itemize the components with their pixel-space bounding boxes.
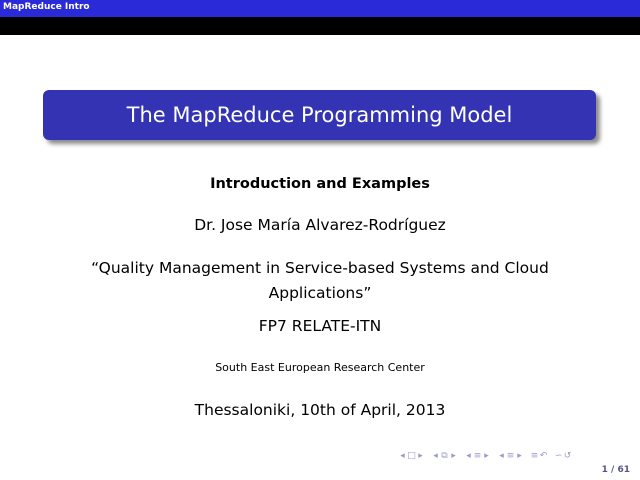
nav-prev-frame-icon[interactable]: □: [407, 451, 416, 461]
nav-doc-icon: ⧉: [441, 451, 448, 461]
nav-appendix-icon[interactable]: ≡: [530, 451, 539, 461]
nav-next-frame-icon[interactable]: ▸: [418, 451, 423, 461]
event-quote-line-2: Applications”: [268, 284, 372, 302]
slide-title: The MapReduce Programming Model: [126, 103, 513, 127]
event-quote: [0, 256, 640, 306]
nav-prev-section-icon[interactable]: ◂: [433, 451, 438, 461]
nav-prev-subsection-icon[interactable]: ◂: [466, 451, 471, 461]
section-title[interactable]: MapReduce Intro: [3, 2, 90, 12]
nav-first-icon[interactable]: ◂: [400, 451, 405, 461]
date-location: Thessaloniki, 10th of April, 2013: [194, 401, 446, 419]
nav-part-icon: ≡: [506, 451, 515, 461]
event-quote-line-1: “Quality Management in Service-based Systems and Cloud: [91, 259, 549, 277]
nav-next-section-icon[interactable]: ▸: [451, 451, 456, 461]
nav-next-subsection-icon[interactable]: ▸: [484, 451, 489, 461]
header-subbar: [0, 17, 640, 35]
page-indicator: 1 / 61: [601, 465, 630, 475]
nav-sub-icon: ≡: [473, 451, 482, 461]
beamer-navigation: [398, 450, 638, 462]
project-name: FP7 RELATE-ITN: [258, 317, 382, 335]
slide-subtitle: Introduction and Examples: [210, 176, 430, 192]
nav-next-part-icon[interactable]: ▸: [517, 451, 522, 461]
title-box: [43, 90, 596, 140]
nav-fit-icon[interactable]: ↺: [563, 451, 572, 461]
author: Dr. Jose María Alvarez-Rodríguez: [194, 216, 446, 234]
header-bar: [0, 0, 640, 17]
nav-back-icon[interactable]: ↶: [539, 451, 548, 461]
nav-prev-part-icon[interactable]: ◂: [499, 451, 504, 461]
institute: South East European Research Center: [215, 361, 425, 374]
nav-search-icon[interactable]: ∽: [554, 451, 563, 461]
